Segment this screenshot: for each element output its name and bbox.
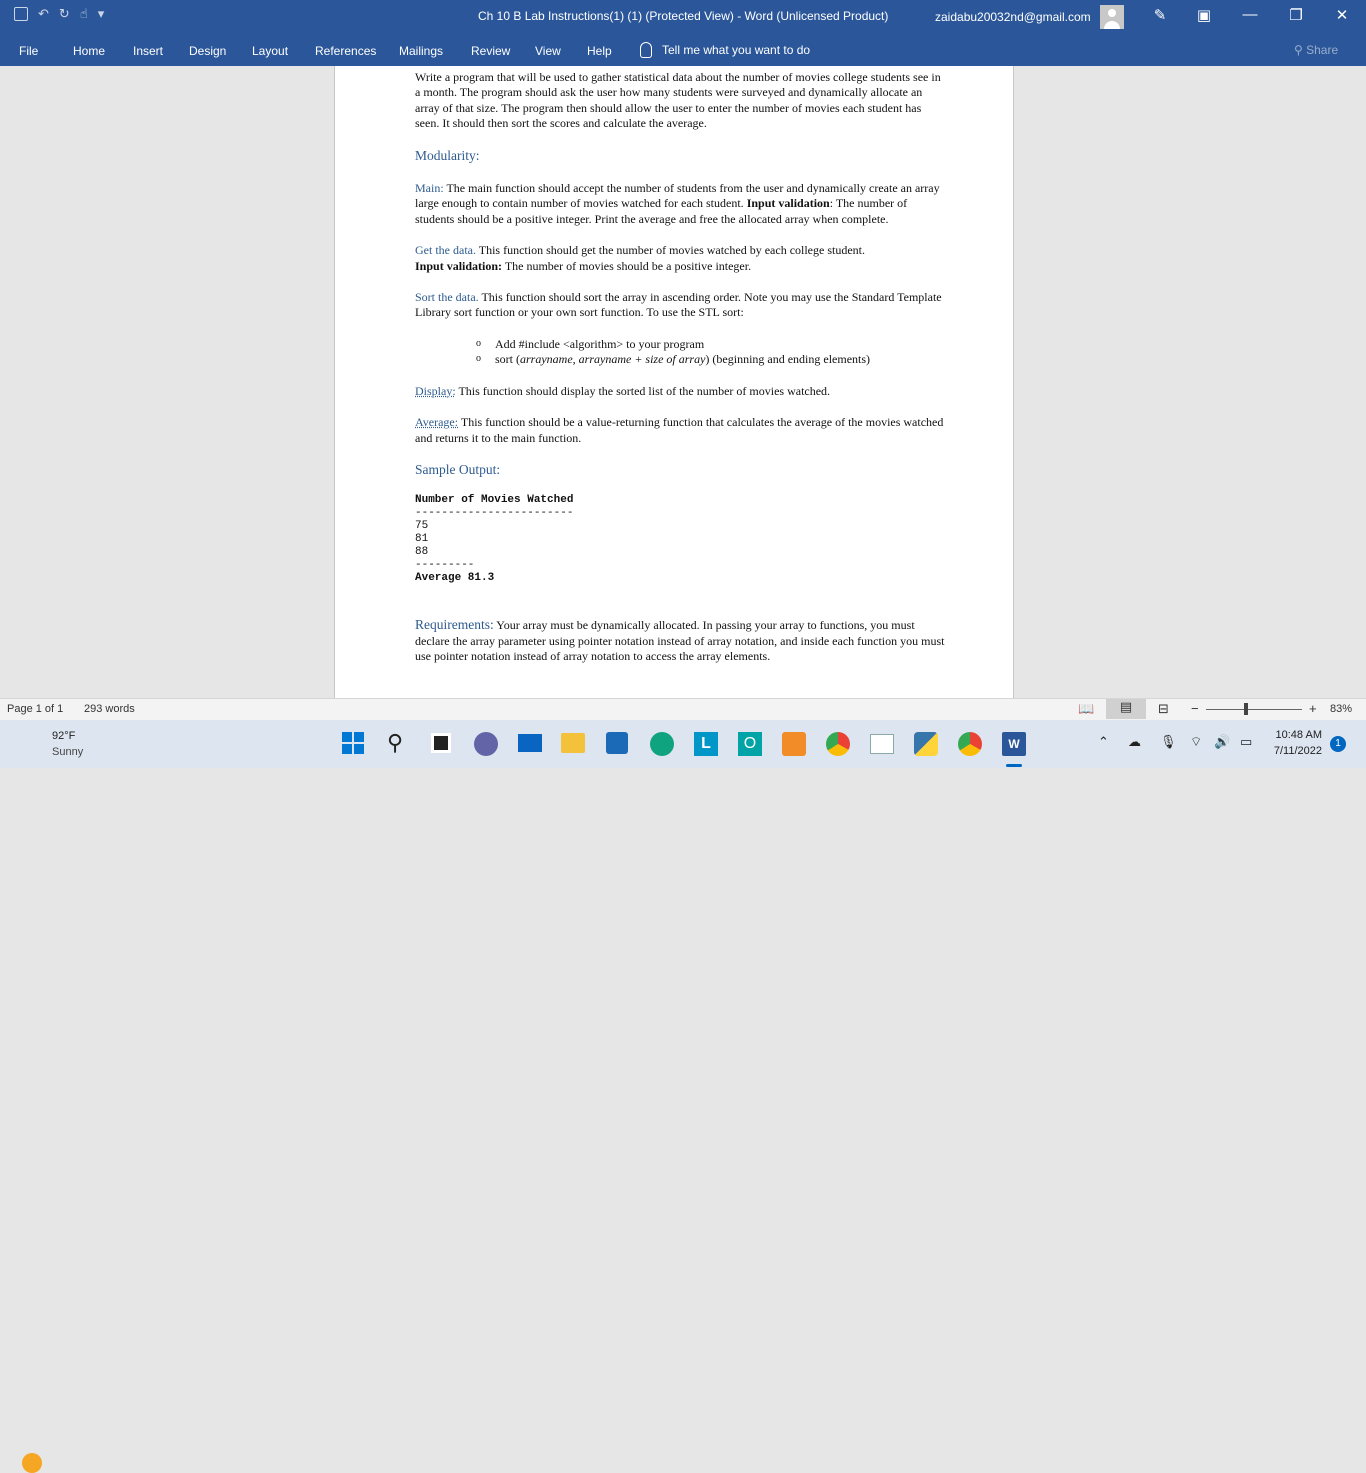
word-app-icon[interactable]: W (1002, 732, 1026, 756)
windows-start-icon[interactable] (342, 732, 364, 754)
sample-value: 75 (415, 520, 429, 533)
average-label: Average: (415, 415, 459, 430)
tab-mailings[interactable]: Mailings (399, 44, 444, 58)
document-content (415, 70, 945, 665)
main-paragraph (415, 181, 945, 227)
sample-value: 81 (415, 533, 429, 546)
bullet-2-post: ) (beginning and ending elements) (705, 352, 871, 367)
l-app-icon[interactable]: L (694, 732, 718, 756)
zoom-out-button[interactable]: − (1191, 701, 1199, 716)
get-data-text: This function should get the number of movies watched by each college student. (475, 243, 865, 258)
ribbon-display-options-icon[interactable]: ▣ (1196, 7, 1212, 24)
sort-data-paragraph (415, 290, 945, 321)
tab-home[interactable]: Home (73, 44, 106, 58)
account-email[interactable]: zaidabu20032nd@gmail.com (935, 10, 1091, 24)
python-icon[interactable] (914, 732, 938, 756)
share-label: Share (1306, 43, 1339, 57)
edge-browser-icon[interactable] (650, 732, 674, 756)
tab-view[interactable]: View (535, 44, 561, 58)
display-paragraph (415, 384, 945, 399)
sort-data-label: Sort the data. (415, 290, 479, 305)
requirements-text: Your array must be dynamically allocated. In passing your array to functions, you must declare the array parameter using pointer notation instead of array notation, and inside each function you must use pointer notation instead of array notation to access the array elements. (415, 618, 945, 664)
zoom-slider-thumb[interactable] (1244, 703, 1248, 715)
restore-button[interactable]: ❐ (1289, 7, 1303, 24)
game-app-icon[interactable] (782, 732, 806, 756)
task-view-icon[interactable] (431, 733, 451, 753)
onedrive-icon[interactable]: ☁ (1128, 734, 1141, 749)
tab-review[interactable]: Review (471, 44, 511, 58)
volume-icon[interactable]: 🔊 (1214, 734, 1231, 749)
weather-sun-icon[interactable] (22, 1453, 42, 1473)
ribbon-tabs (0, 34, 1366, 66)
designer-icon[interactable]: ✎ (1153, 7, 1167, 24)
title-bar (0, 0, 1366, 34)
undo-icon[interactable]: ↶ (38, 6, 49, 21)
active-app-indicator (1006, 764, 1022, 767)
get-data-paragraph (415, 243, 945, 274)
o-app-icon[interactable]: O (738, 732, 762, 756)
bullet-item-1: o Add #include <algorithm> to your program (415, 337, 945, 352)
sample-average: Average 81.3 (415, 572, 495, 585)
file-explorer-icon[interactable] (561, 733, 585, 753)
save-icon[interactable] (14, 7, 28, 21)
microphone-icon[interactable]: 🎙 (1160, 734, 1177, 749)
quick-access-toolbar (14, 6, 104, 22)
get-data-text-2: The number of movies should be a positive integer. (502, 258, 752, 273)
taskbar (0, 720, 1366, 768)
main-bold: Input validation (746, 196, 830, 211)
weather-condition[interactable]: Sunny (52, 746, 84, 758)
bullet-item-2 (415, 352, 945, 367)
intro-paragraph: Write a program that will be used to gather statistical data about the number of movies college students see in a month. The program should ask the user how many students were surveyed and dynamically allocate an array of that size. The program then should allow the user to enter the number of movies each student has seen. It should then sort the scores and calculate the average. (415, 70, 941, 131)
web-layout-icon[interactable]: ⊟ (1158, 701, 1169, 716)
document-area[interactable] (0, 66, 1366, 698)
requirements-label: Requirements: (415, 617, 494, 633)
get-data-label: Get the data. (415, 243, 476, 258)
search-icon[interactable]: ⚲ (387, 730, 404, 755)
touch-mode-icon[interactable]: ☝ (79, 6, 88, 21)
window-title: Ch 10 B Lab Instructions(1) (1) (Protected View) - Word (Unlicensed Product) (478, 9, 889, 23)
main-label: Main: (415, 181, 444, 196)
wifi-icon[interactable]: ⌔ (1190, 734, 1203, 749)
status-bar (0, 698, 1366, 720)
redo-icon[interactable]: ↻ (58, 6, 70, 21)
average-text: This function should be a value-returning function that calculates the average of the movies watched and returns it to the main function. (415, 415, 944, 445)
word-count[interactable]: 293 words (84, 703, 135, 715)
tab-help[interactable]: Help (587, 44, 612, 58)
tell-me-search[interactable] (640, 42, 810, 58)
bullet-2-italic: arrayname, arrayname + size of array (520, 352, 706, 367)
minimize-button[interactable]: — (1242, 6, 1258, 23)
tab-layout[interactable]: Layout (252, 44, 289, 58)
tell-me-label: Tell me what you want to do (662, 43, 811, 57)
document-page[interactable] (334, 66, 1014, 698)
notification-badge[interactable]: 1 (1330, 736, 1346, 752)
sample-rule-short: --------- (415, 559, 475, 572)
teams-chat-icon[interactable] (474, 732, 498, 756)
chrome-profile-icon[interactable] (958, 732, 982, 756)
microsoft-store-icon[interactable] (606, 732, 628, 754)
tab-file[interactable]: File (19, 44, 39, 58)
tab-design[interactable]: Design (189, 44, 227, 58)
requirements-paragraph (415, 617, 945, 664)
zoom-level[interactable]: 83% (1330, 703, 1353, 715)
zoom-slider[interactable] (1206, 709, 1302, 710)
close-button[interactable]: ✕ (1335, 7, 1349, 24)
main-text-2: : The number of students should be a positive integer. Print the average and free the allocated array when complete. (415, 196, 908, 226)
battery-icon[interactable]: ▭ (1240, 734, 1253, 749)
mail-icon[interactable] (518, 734, 542, 752)
get-data-bold: Input validation: (415, 258, 503, 273)
sample-output-block (415, 494, 945, 585)
clock-date[interactable]: 7/11/2022 (1273, 745, 1322, 757)
average-paragraph (415, 415, 945, 446)
sample-rule: ------------------------ (415, 507, 574, 520)
avatar[interactable] (1100, 5, 1124, 29)
main-text-1: The main function should accept the number of students from the user and dynamically create an array large enough to contain number of movies watched for each student. (415, 181, 940, 211)
sample-title: Number of Movies Watched (415, 494, 574, 507)
clock-time[interactable]: 10:48 AM (1275, 729, 1322, 741)
lightbulb-icon (640, 42, 652, 58)
read-mode-icon[interactable]: 📖 (1078, 701, 1095, 716)
sample-output-heading: Sample Output: (415, 461, 501, 477)
share-button[interactable]: ⚲ Share (1294, 43, 1339, 57)
modularity-heading: Modularity: (415, 147, 480, 163)
sample-value: 88 (415, 546, 429, 559)
display-label: Display: (415, 383, 456, 398)
show-hidden-icons[interactable]: ⌃ (1098, 734, 1109, 749)
tab-references[interactable]: References (315, 44, 377, 58)
chrome-icon[interactable] (826, 732, 850, 756)
print-layout-icon[interactable]: ▤ (1106, 699, 1146, 719)
bullet-2-pre: sort ( (495, 352, 520, 367)
display-text: This function should display the sorted list of the number of movies watched. (455, 383, 831, 398)
sort-data-text: This function should sort the array in ascending order. Note you may use the Standard Template Library sort function or your own sort function. To use the STL sort: (415, 290, 942, 320)
page-count[interactable]: Page 1 of 1 (7, 703, 64, 715)
weather-temp[interactable]: 92°F (52, 730, 76, 742)
tab-insert[interactable]: Insert (133, 44, 164, 58)
photos-icon[interactable] (870, 734, 894, 754)
zoom-in-button[interactable]: + (1309, 701, 1317, 716)
customize-qat-icon[interactable]: ▾ (97, 6, 105, 21)
